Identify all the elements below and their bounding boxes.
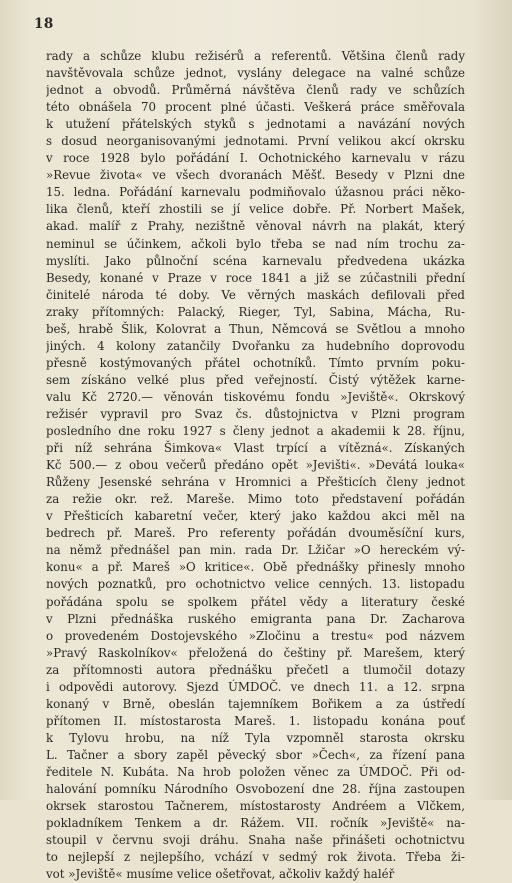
text-line: pořádána spolu se spolkem přátel vědy a literatury české <box>46 594 465 609</box>
text-line: přesně kostýmovaných přátel ochotníků. Tímto prvním poku- <box>46 355 465 370</box>
text-line: pokladníkem Tenkem a dr. Rážem. VII. ročník »Jeviště« na- <box>46 816 465 831</box>
text-line: konu« a př. Mareš »O kritice«. Obě přednášky přinesly mnoho <box>46 560 465 575</box>
text-line: jiných. 4 kolony zatančily Dvořanku za hudebního doprovodu <box>46 338 465 353</box>
text-line: Kč 500.— z obou večerů předáno opět »Jevišti«. »Devátá louka« <box>46 458 465 473</box>
text-line: přítomen II. místostarosta Mareš. 1. listopadu konána pouť <box>46 713 465 728</box>
text-line: navštěvovala schůze jednot, vyslány delegace na valné schůze <box>46 66 465 81</box>
text-line: L. Tačner a sbory zapěl pěvecký sbor »Čech«, za řízení pana <box>46 747 465 762</box>
text-line: ředitele N. Kubáta. Na hrob položen věnec za ÚMDOČ. Při od- <box>46 764 465 779</box>
text-line: v Plzni přednáška ruského emigranta pana Dr. Zacharova <box>46 611 465 626</box>
text-line: posledního dne roku 1927 s členy jednot a akademii k 28. říjnu, <box>46 424 465 439</box>
text-line: sem získáno velké plus před veřejností. Čistý výtěžek karne- <box>46 372 465 387</box>
text-line: jednot a obvodů. Průměrná návštěva členů rady ve schůzích <box>46 83 465 98</box>
text-line: v roce 1928 bylo pořádání I. Ochotnického karnevalu v rázu <box>46 151 465 166</box>
text-line: myslíti. Jako půlnoční scéna karnevalu předvedena ukázka <box>46 253 465 268</box>
page-number: 18 <box>34 16 54 32</box>
text-line: činitelé národa té doby. Ve věrných maskách defilovali před <box>46 287 465 302</box>
text-line: v Přešticích kabaretní večer, který jako každou akci měl na <box>46 509 465 524</box>
text-line: k Tylovu hrobu, na níž Tyla vzpomněl starosta okrsku <box>46 730 465 745</box>
text-line: »Pravý Raskolníkov« přeložená do češtiny př. Marešem, který <box>46 645 465 660</box>
text-line: za režie okr. rež. Mareše. Mimo toto představení pořádán <box>46 492 465 507</box>
text-line: vot »Jeviště« musíme velice ošetřovat, ačkoliv každý haléř <box>46 867 395 882</box>
text-line: při níž sehrána Šimkova« Vlast trpící a vítězná«. Získaných <box>46 441 465 456</box>
text-line: neminul se účinkem, ačkoli bylo třeba se nad ním trochu za- <box>46 236 465 251</box>
text-line: na němž přednášel pan min. rada Dr. Lžičar »O hereckém vý- <box>46 543 465 558</box>
text-line: to nejlepší z nejlepšího, vchází v sedmý rok života. Třeba ži- <box>46 850 465 865</box>
text-line: zraky přítomných: Palacký, Rieger, Tyl, Sabina, Mácha, Ru- <box>46 304 465 319</box>
text-line: o provedeném Dostojevského »Zločinu a trestu« pod názvem <box>46 628 465 643</box>
text-line: s dosud neorganisovanými jednotami. První velikou akcí okrsku <box>46 134 465 149</box>
text-line: stoupil v červnu svoji dráhu. Snaha naše přinášeti ochotnictvu <box>46 833 465 848</box>
text-line: režisér vypravil pro Svaz čs. důstojnictva v Plzni program <box>46 406 465 421</box>
text-line: lika členů, kteří zhostili se jí velice dobře. Př. Norbert Mašek, <box>46 202 465 217</box>
text-line: akad. malíř z Prahy, nezištně věnoval návrh na plakát, který <box>46 219 465 234</box>
text-line: okrsek starostou Tačnerem, místostarosty Andréem a Vlčkem, <box>46 799 465 814</box>
text-line: Růženy Jesenské sehrána v Hromnici a Přešticích členy jednot <box>46 475 465 490</box>
text-line: 15. ledna. Pořádání karnevalu podmiňovalo úžasnou práci něko- <box>46 185 465 200</box>
text-line: »Revue života« ve všech dvoranách Měšť. Besedy v Plzni dne <box>46 168 465 183</box>
text-line: této obnášela 70 procent plné účasti. Veškerá práce směřovala <box>46 100 465 115</box>
text-line: nových poznatků, pro ochotnictvo velice cenných. 13. listopadu <box>46 577 465 592</box>
text-line: za přítomnosti autora přednášku přečetl a tlumočil dotazy <box>46 662 465 677</box>
text-line: rady a schůze klubu režisérů a referentů. Většina členů rady <box>46 49 465 63</box>
text-line: konaný v Brně, obeslán tajemníkem Bořikem a za ústředí <box>46 696 465 711</box>
text-line: k utužení přátelských styků s jednotami a navázání nových <box>46 117 465 132</box>
body-text <box>46 48 465 883</box>
text-line: halování pomníku Národního Osvobození dne 28. října zastoupen <box>46 782 465 797</box>
text-line: bedrech př. Mareš. Pro referenty pořádán dvouměsíční kurs, <box>46 526 465 541</box>
text-line: valu Kč 2720.— věnován tiskovému fondu »Jeviště«. Okrskový <box>46 389 465 404</box>
text-line: Besedy, konané v Praze v roce 1841 a již se zúčastnili přední <box>46 270 465 285</box>
text-line: i odpovědi autorovy. Sjezd ÚMDOČ. ve dnech 11. a 12. srpna <box>46 679 465 694</box>
text-line: beš, hrabě Šlik, Kolovrat a Thun, Němcová se Světlou a mnoho <box>46 321 465 336</box>
